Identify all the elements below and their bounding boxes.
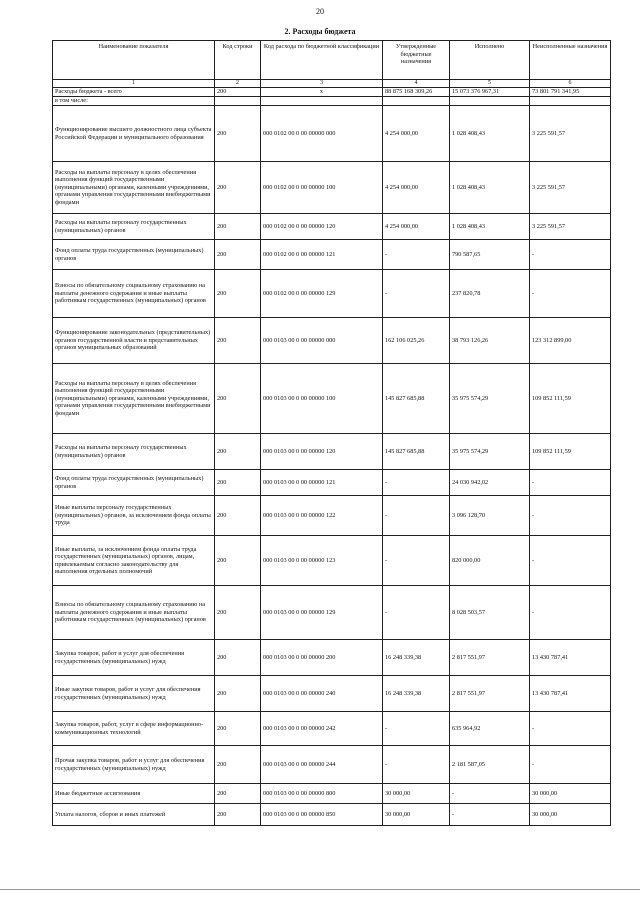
row-unexecuted-amount: 13 430 787,41 bbox=[530, 676, 611, 712]
row-kbk-code: 000 0103 00 0 00 00000 244 bbox=[261, 746, 383, 784]
row-line-code: 200 bbox=[215, 496, 261, 536]
row-line-code: 200 bbox=[215, 712, 261, 746]
row-name: Уплата налогов, сборов и иных платежей bbox=[53, 804, 215, 826]
row-name: Иные выплаты, за исключением фонда оплаты труда государственных (муниципальных) органов, лицам, привлекаемым согласно законодательству для выполнения отдельных полномочий bbox=[53, 536, 215, 586]
row-approved-amount: - bbox=[383, 470, 450, 496]
row-unexecuted-amount: - bbox=[530, 240, 611, 270]
row-executed-amount: 2 817 551,97 bbox=[450, 676, 530, 712]
row-approved-amount: - bbox=[383, 712, 450, 746]
row-approved-amount: - bbox=[383, 536, 450, 586]
row-name: Прочая закупка товаров, работ и услуг для обеспечения государственных (муниципальных) нужд bbox=[53, 746, 215, 784]
table-row bbox=[53, 586, 611, 640]
row-kbk-code: 000 0102 00 0 00 00000 129 bbox=[261, 270, 383, 318]
row-unexecuted-amount: - bbox=[530, 746, 611, 784]
header-unexecuted: Неисполненные назначения bbox=[530, 41, 611, 80]
row-unexecuted-amount: - bbox=[530, 270, 611, 318]
row-executed-amount: 1 028 408,43 bbox=[450, 214, 530, 240]
row-kbk-code: 000 0103 00 0 00 00000 120 bbox=[261, 434, 383, 470]
table-row bbox=[53, 746, 611, 784]
row-executed-amount: 8 028 503,57 bbox=[450, 586, 530, 640]
row-line-code: 200 bbox=[215, 434, 261, 470]
row-line-code: 200 bbox=[215, 240, 261, 270]
row-line-code: 200 bbox=[215, 364, 261, 434]
row-kbk-code: 000 0102 00 0 00 00000 120 bbox=[261, 214, 383, 240]
table-row bbox=[53, 240, 611, 270]
page-number: 20 bbox=[316, 7, 324, 16]
row-name: Фонд оплаты труда государственных (муниципальных) органов bbox=[53, 240, 215, 270]
table-row bbox=[53, 536, 611, 586]
row-kbk-code: 000 0103 00 0 00 00000 200 bbox=[261, 640, 383, 676]
row-approved-amount: 88 875 168 309,26 bbox=[383, 88, 450, 97]
table-row bbox=[53, 640, 611, 676]
column-number: 6 bbox=[530, 80, 611, 88]
column-number: 2 bbox=[215, 80, 261, 88]
column-number: 1 bbox=[53, 80, 215, 88]
row-line-code: 200 bbox=[215, 318, 261, 364]
row-name: Расходы на выплаты персоналу в целях обеспечения выполнения функций государственными (муниципальными) органами, казенными учреждениями, органами управления государственными внебюджетными фондами bbox=[53, 162, 215, 214]
row-line-code: 200 bbox=[215, 470, 261, 496]
table-row bbox=[53, 470, 611, 496]
row-unexecuted-amount: 109 852 111,59 bbox=[530, 364, 611, 434]
section-title: 2. Расходы бюджета bbox=[284, 27, 356, 36]
header-executed: Исполнено bbox=[450, 41, 530, 80]
header-name: Наименование показателя bbox=[53, 41, 215, 80]
row-kbk-code: 000 0103 00 0 00 00000 240 bbox=[261, 676, 383, 712]
row-name: Закупка товаров, работ, услуг в сфере информационно-коммуникационных технологий bbox=[53, 712, 215, 746]
row-line-code: 200 bbox=[215, 162, 261, 214]
row-approved-amount bbox=[383, 97, 450, 106]
row-approved-amount: 145 827 685,88 bbox=[383, 434, 450, 470]
row-executed-amount: 38 793 126,26 bbox=[450, 318, 530, 364]
row-name: Иные закупки товаров, работ и услуг для обеспечения государственных (муниципальных) нужд bbox=[53, 676, 215, 712]
row-executed-amount: 820 000,00 bbox=[450, 536, 530, 586]
header-line-code: Код строки bbox=[215, 41, 261, 80]
row-executed-amount: 2 817 551,97 bbox=[450, 640, 530, 676]
row-name: Закупка товаров, работ и услуг для обеспечения государственных (муниципальных) нужд bbox=[53, 640, 215, 676]
row-line-code: 200 bbox=[215, 640, 261, 676]
row-line-code: 200 bbox=[215, 784, 261, 804]
row-approved-amount: - bbox=[383, 270, 450, 318]
row-name: Фонд оплаты труда государственных (муниципальных) органов bbox=[53, 470, 215, 496]
table-row bbox=[53, 97, 611, 106]
row-approved-amount: 4 254 000,00 bbox=[383, 106, 450, 162]
table-row bbox=[53, 434, 611, 470]
row-unexecuted-amount: 30 000,00 bbox=[530, 784, 611, 804]
row-name: Функционирование законодательных (представительных) органов государственной власти и представительных органов муниципальных образований bbox=[53, 318, 215, 364]
row-kbk-code: 000 0103 00 0 00 00000 000 bbox=[261, 318, 383, 364]
row-unexecuted-amount: 109 852 111,59 bbox=[530, 434, 611, 470]
table-row bbox=[53, 162, 611, 214]
page-bottom-rule bbox=[0, 889, 640, 890]
row-approved-amount: 162 106 025,26 bbox=[383, 318, 450, 364]
row-line-code: 200 bbox=[215, 586, 261, 640]
header-row bbox=[53, 41, 611, 80]
row-name: Расходы на выплаты персоналу государственных (муниципальных) органов bbox=[53, 214, 215, 240]
row-unexecuted-amount: - bbox=[530, 586, 611, 640]
row-kbk-code: 000 0103 00 0 00 00000 121 bbox=[261, 470, 383, 496]
row-approved-amount: - bbox=[383, 746, 450, 784]
row-approved-amount: - bbox=[383, 240, 450, 270]
row-line-code: 200 bbox=[215, 270, 261, 318]
row-approved-amount: 4 254 000,00 bbox=[383, 214, 450, 240]
header-kbk: Код расхода по бюджетной классификации bbox=[261, 41, 383, 80]
row-kbk-code: 000 0102 00 0 00 00000 100 bbox=[261, 162, 383, 214]
row-name: Иные выплаты персоналу государственных (муниципальных) органов, за исключением фонда оплаты труда bbox=[53, 496, 215, 536]
column-numbers-row bbox=[53, 80, 611, 88]
row-line-code: 200 bbox=[215, 88, 261, 97]
table-row bbox=[53, 88, 611, 97]
row-unexecuted-amount: - bbox=[530, 536, 611, 586]
row-executed-amount: 35 975 574,29 bbox=[450, 434, 530, 470]
row-approved-amount: 16 248 339,38 bbox=[383, 676, 450, 712]
row-kbk-code: 000 0103 00 0 00 00000 123 bbox=[261, 536, 383, 586]
row-unexecuted-amount: 3 225 591,57 bbox=[530, 106, 611, 162]
row-kbk-code: 000 0102 00 0 00 00000 000 bbox=[261, 106, 383, 162]
row-name: Расходы бюджета - всего bbox=[53, 88, 215, 97]
column-number: 4 bbox=[383, 80, 450, 88]
row-name: Взносы по обязательному социальному страхованию на выплаты денежного содержания и иные выплаты работникам государственных (муниципальных) органов bbox=[53, 270, 215, 318]
row-kbk-code bbox=[261, 97, 383, 106]
row-line-code bbox=[215, 97, 261, 106]
row-unexecuted-amount bbox=[530, 97, 611, 106]
row-approved-amount: 30 000,00 bbox=[383, 804, 450, 826]
row-executed-amount bbox=[450, 97, 530, 106]
table-row bbox=[53, 214, 611, 240]
row-executed-amount: - bbox=[450, 804, 530, 826]
row-executed-amount: 24 030 942,02 bbox=[450, 470, 530, 496]
row-kbk-code: 000 0103 00 0 00 00000 129 bbox=[261, 586, 383, 640]
row-name: Функционирование высшего должностного лица субъекта Российской Федерации и муниципального образования bbox=[53, 106, 215, 162]
row-executed-amount: 3 096 128,70 bbox=[450, 496, 530, 536]
row-line-code: 200 bbox=[215, 214, 261, 240]
row-approved-amount: 4 254 000,00 bbox=[383, 162, 450, 214]
row-unexecuted-amount: - bbox=[530, 496, 611, 536]
row-kbk-code: 000 0103 00 0 00 00000 122 bbox=[261, 496, 383, 536]
row-unexecuted-amount: 3 225 591,57 bbox=[530, 162, 611, 214]
row-unexecuted-amount: - bbox=[530, 470, 611, 496]
table-row bbox=[53, 676, 611, 712]
row-kbk-code: 000 0102 00 0 00 00000 121 bbox=[261, 240, 383, 270]
table-row bbox=[53, 804, 611, 826]
row-approved-amount: - bbox=[383, 586, 450, 640]
row-name: в том числе: bbox=[53, 97, 215, 106]
row-executed-amount: 1 028 408,43 bbox=[450, 162, 530, 214]
row-name: Иные бюджетные ассигнования bbox=[53, 784, 215, 804]
row-unexecuted-amount: 73 801 791 341,95 bbox=[530, 88, 611, 97]
row-approved-amount: - bbox=[383, 496, 450, 536]
table-row bbox=[53, 496, 611, 536]
row-name: Взносы по обязательному социальному страхованию на выплаты денежного содержания и иные выплаты работникам государственных (муниципальных) органов bbox=[53, 586, 215, 640]
row-approved-amount: 16 248 339,38 bbox=[383, 640, 450, 676]
table-row bbox=[53, 270, 611, 318]
row-unexecuted-amount: 13 430 787,41 bbox=[530, 640, 611, 676]
row-unexecuted-amount: - bbox=[530, 712, 611, 746]
row-executed-amount: 790 587,65 bbox=[450, 240, 530, 270]
table-row bbox=[53, 364, 611, 434]
row-executed-amount: - bbox=[450, 784, 530, 804]
row-unexecuted-amount: 3 225 591,57 bbox=[530, 214, 611, 240]
row-line-code: 200 bbox=[215, 746, 261, 784]
row-approved-amount: 30 000,00 bbox=[383, 784, 450, 804]
table-row bbox=[53, 784, 611, 804]
row-line-code: 200 bbox=[215, 676, 261, 712]
row-executed-amount: 635 964,92 bbox=[450, 712, 530, 746]
row-kbk-code: 000 0103 00 0 00 00000 800 bbox=[261, 784, 383, 804]
row-name: Расходы на выплаты персоналу государственных (муниципальных) органов bbox=[53, 434, 215, 470]
header-approved: Утвержденные бюджетные назначения bbox=[383, 41, 450, 80]
column-number: 3 bbox=[261, 80, 383, 88]
row-executed-amount: 35 975 574,29 bbox=[450, 364, 530, 434]
row-unexecuted-amount: 30 000,00 bbox=[530, 804, 611, 826]
table-row bbox=[53, 318, 611, 364]
row-kbk-code: 000 0103 00 0 00 00000 850 bbox=[261, 804, 383, 826]
row-executed-amount: 1 028 408,43 bbox=[450, 106, 530, 162]
row-executed-amount: 2 181 587,05 bbox=[450, 746, 530, 784]
row-unexecuted-amount: 123 312 899,00 bbox=[530, 318, 611, 364]
row-line-code: 200 bbox=[215, 536, 261, 586]
table-row bbox=[53, 712, 611, 746]
row-kbk-code: x bbox=[261, 88, 383, 97]
table-row bbox=[53, 106, 611, 162]
expenditure-table bbox=[52, 40, 611, 826]
row-name: Расходы на выплаты персоналу в целях обеспечения выполнения функций государственными (муниципальными) органами, казенными учреждениями, органами управления государственными внебюджетными фондами bbox=[53, 364, 215, 434]
row-line-code: 200 bbox=[215, 106, 261, 162]
row-kbk-code: 000 0103 00 0 00 00000 100 bbox=[261, 364, 383, 434]
row-kbk-code: 000 0103 00 0 00 00000 242 bbox=[261, 712, 383, 746]
row-approved-amount: 145 827 685,88 bbox=[383, 364, 450, 434]
row-line-code: 200 bbox=[215, 804, 261, 826]
row-executed-amount: 15 073 376 967,31 bbox=[450, 88, 530, 97]
column-number: 5 bbox=[450, 80, 530, 88]
row-executed-amount: 237 820,78 bbox=[450, 270, 530, 318]
